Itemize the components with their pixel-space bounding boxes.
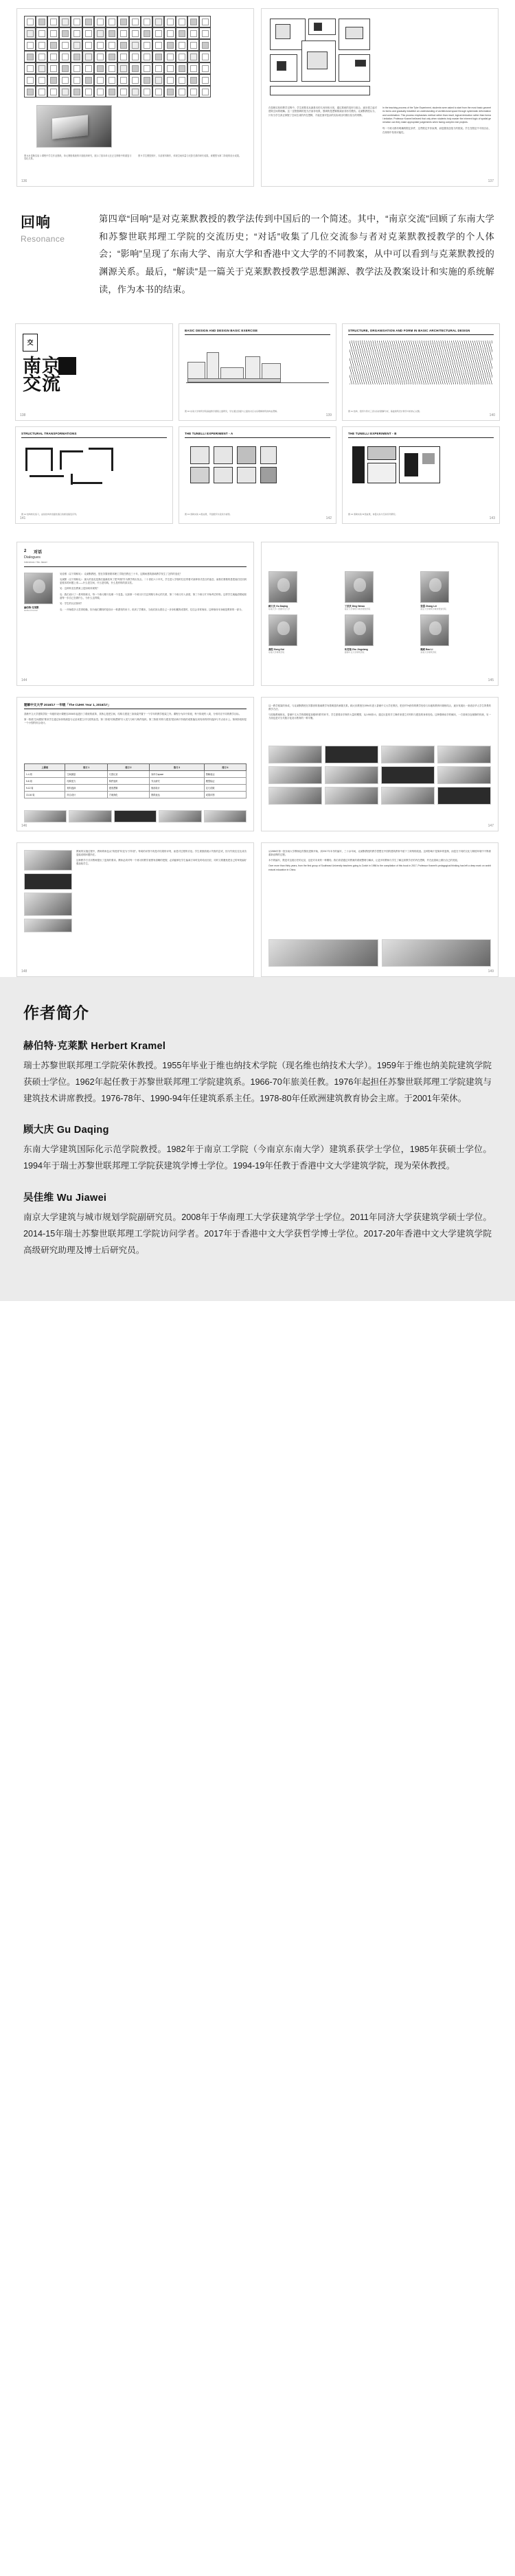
portrait-sub: 东南大学 / 香港中文大学 <box>268 607 290 610</box>
portrait-name: 丁沃沃 Ding Wowo <box>344 604 365 608</box>
paragraph-2: 本书的编写，既是对这段历史的记录，也是对未来的一种期待。我们希望通过对教案的系统整理与解读，让更多的教师与学生了解这套教学法的内在逻辑，并在此基础上做出自己的发展。 <box>268 859 460 862</box>
spread-heading: 题解中文大学 2016/17 一年级「The CUHK Year 1, 2016/17」 <box>24 702 111 706</box>
cell: 1-4 周 <box>25 770 65 777</box>
model-photo <box>381 787 435 805</box>
portrait-card <box>420 614 491 654</box>
paragraph-1: 从1986年第一批东南大学教师赴苏黎世进修开始，到2017年本书的编写，三十余年间，克莱默教授的教学思想在中国的建筑教育中留下了深刻的痕迹。这种影响不是简单的复制，而是在不同的文化与制度环境中不断被重新诠释的过程。 <box>268 849 491 856</box>
thumb-tunelli-b <box>342 426 500 524</box>
unit-grid-plan-drawing <box>24 16 247 98</box>
building-photo <box>382 939 492 967</box>
rule <box>348 437 494 438</box>
closing-left-text <box>76 850 247 967</box>
page-dialogues-left <box>16 542 254 686</box>
folio: 143 <box>489 516 495 520</box>
portrait-photo <box>420 571 449 603</box>
paragraph-2: 第一阶段“空间感知”要求学生通过身体的测量与记录来建立对尺度的直觉。第二阶段“结构逻辑”引入受力分析与构件组织。第三阶段“材料与建造”把前两个阶段的成果落实到具体的材料选择与节点设计上。第四阶段则是一个小型的综合设计。 <box>24 717 247 725</box>
model-photo <box>114 810 157 823</box>
chapter-intro-body: 第四章“回响”是对克莱默教授的教学法传到中国后的一个简述。其中，“南京交流”回顾了东南大学和苏黎世联邦理工学院的交流历史；“对话”收集了几位交流参与者对克莱默教授教学的个人体会；“影响”呈现了东南大学、南京大学和香港中文大学的不同教案，从中可以看到与克莱默教授的渊源关系。最后，“解读”是一篇关于克莱默教授教学思想渊源、教学法及教案设计和实施的系统解读，作为本书的结束。 <box>99 214 494 295</box>
cuhk-body-text <box>24 713 247 726</box>
model-photo-strip <box>24 810 247 823</box>
cell: 13-16 周 <box>25 791 65 798</box>
paragraph-1: 这一教学框架的形成，与克莱默教授在苏黎世的基础教学有着明显的承继关系。顾大庆教授在1994年进入香港中文大学任教后，把在ETH获得的教学经验与本地的教育环境相结合，逐步发展出一套适应华人学生背景的教学方法。 <box>268 704 491 711</box>
portrait-sub: 东南大学建筑学院 <box>420 650 437 654</box>
chapter-title-cn: 回响 <box>21 215 51 231</box>
portrait-card <box>345 614 415 654</box>
rule <box>185 334 330 335</box>
th: 练习 3 <box>150 763 205 770</box>
th: 上课周 <box>25 763 65 770</box>
model-photo <box>268 766 322 784</box>
caption-grid: 图 6-8 泰勒实验 1 课程中学生作业图纸，单元网格系统的平面组织研究，展示了基本单元在正交网格中的重复与变化关系。 <box>24 154 132 161</box>
section-title-en: Dialogues <box>24 555 41 560</box>
cuhk-right-text <box>268 704 491 721</box>
cell: 5-8 周 <box>25 777 65 784</box>
authors-section <box>0 977 515 1301</box>
student-model-photo <box>36 105 112 148</box>
plan-diagram <box>23 444 165 486</box>
thumb-structure-organisation <box>342 323 500 421</box>
rule <box>24 566 247 567</box>
axonometric-blocks-drawing <box>268 16 491 98</box>
left-page-captions <box>24 154 247 161</box>
model-photo <box>69 810 111 823</box>
portrait-card <box>268 614 339 654</box>
folio: 140 <box>489 413 495 417</box>
folio: 139 <box>325 413 332 417</box>
chapter-intro-resonance <box>0 187 515 319</box>
folio: 146 <box>21 823 27 828</box>
chapter-title-en: Resonance <box>21 234 65 244</box>
folio: 149 <box>488 969 494 974</box>
model-photo <box>268 787 322 805</box>
folio: 141 <box>20 516 26 520</box>
portrait-grid <box>268 571 491 654</box>
interview-a3: 克：一开始很多人觉得枯燥，因为他们期待的是设计一栋漂亮的房子。但到了学期末，当他们回头看自己一步步积累的成果时，往往会非常惊讶。这种惊讶本身就是教育的一部分。 <box>60 608 244 611</box>
authors-heading: 作者简介 <box>23 1003 89 1022</box>
cell: 细部设计 <box>150 784 205 791</box>
dialogues-spread <box>0 535 515 686</box>
portrait-photo <box>420 614 449 646</box>
page-closing-right <box>261 842 499 977</box>
portrait-name: 龚恺 Gong Kai <box>268 647 284 651</box>
rule <box>185 437 330 438</box>
table-row <box>25 770 247 777</box>
page-right-diagram <box>261 8 499 187</box>
portrait-name: 赫伯特·克莱默 <box>24 606 39 609</box>
closing-right-text <box>268 850 491 872</box>
interview-q1: 吴佳维（以下简称吴）：克莱默教授，您在苏黎世联邦理工学院任教近三十年，这期间建筑基础教学发生了怎样的变化？ <box>60 572 182 575</box>
cell: 成果评图 <box>204 791 246 798</box>
drawing-spread <box>0 0 515 187</box>
portrait-photo <box>345 571 374 603</box>
diagram-image <box>24 919 72 932</box>
interview-q2: 吴：这种转变在教案上是如何体现的？ <box>60 587 100 590</box>
model-photo <box>437 746 491 763</box>
folio-left: 136 <box>21 179 27 183</box>
section-subtitle: Interviews / Wu Jiawei <box>24 560 47 564</box>
author-name: 赫伯特·克莱默 Herbert Kramel <box>23 1040 166 1052</box>
closing-image-pair <box>268 939 491 967</box>
table-row <box>25 777 247 784</box>
building-photo <box>268 939 378 967</box>
table-header-row <box>25 763 247 770</box>
thumb-heading: BASIC DESIGN AND DESIGN BASIC EXERCISE <box>185 328 258 332</box>
elevation-drawing <box>186 343 329 383</box>
cover-title-line1: 南京 <box>23 355 61 376</box>
portrait-card <box>420 571 491 610</box>
cell: 节点研究 <box>150 777 205 784</box>
th: 练习 1 <box>65 763 107 770</box>
author-name: 顾大庆 Gu Daqing <box>23 1125 109 1136</box>
model-photo <box>159 810 201 823</box>
folio: 142 <box>325 516 332 520</box>
thumb-caption: 图 10 东南大学建筑学院基础教学课程立面研究，学生通过剖面与立面的对应关系理解建筑的构成逻辑。 <box>185 410 279 413</box>
folio: 145 <box>488 678 494 682</box>
model-photo <box>24 810 67 823</box>
thumb-heading: STRUCTURE, ORGANISATION AND FORM IN BASIC ARCHITECTURAL DESIGN <box>348 328 470 332</box>
model-photo <box>325 766 378 784</box>
plan-diagram <box>350 444 492 486</box>
model-photo <box>325 746 378 763</box>
page-closing-left <box>16 842 254 977</box>
body-text-en: In the teaching process of the Tyler Experiment, students were asked to start from the most basic geometric forms and gradually establish an understanding of architectural space through systematic deformation and combination. This process emphasises method rather than result, logical deduction rather than formal imitation. Professor Kramel believed that only when students truly master the inherent logic of spatial generation can they make appropriate judgements when facing complex real projects. <box>382 106 491 124</box>
body-text-cn2: 每一个练习都有明确的限定条件，这些限定并非束缚，而是激发创造力的框架。学生在限定中寻找自由，在规则中发现可能性。 <box>382 127 491 134</box>
cell: 尺度记录 <box>107 770 149 777</box>
rule <box>348 334 494 335</box>
thumb-tunelli-a <box>179 426 336 524</box>
paragraph-3: Over more than thirty years, from the first group of Southeast University teachers going to Zurich in 1986 to the compilation of this book in 2017, Professor Kramel's pedagogical thinking has left a deep mark on architectural education in China. <box>268 864 491 871</box>
left-image-column <box>24 850 72 932</box>
portrait-photo <box>24 573 53 604</box>
thumb-caption: 图 13 泰勒实验 A 组成果，平面组织与流线分析图。 <box>185 513 232 516</box>
page-thumbnail-gallery <box>0 319 515 524</box>
portrait-photo <box>268 614 297 646</box>
model-photo <box>325 787 378 805</box>
cell: 模型验证 <box>204 777 246 784</box>
model-photo <box>381 746 435 763</box>
cell: 图纸表达 <box>150 791 205 798</box>
author-name: 吴佳维 Wu Jiawei <box>23 1192 107 1204</box>
paragraph-1: 香港中文大学建筑学院一年级的设计课程自2006年起进行了系统的改革，其核心是把空间、结构与建造三条线索并置于一个学年的教学框架之内。课程分为四个阶段，每个阶段约八周，分别对应不同的教学目标。 <box>24 712 242 715</box>
rule <box>21 437 167 438</box>
thumb-structural-transformations <box>15 426 173 524</box>
model-photo <box>437 766 491 784</box>
portrait-card <box>268 571 339 610</box>
thumb-heading: THE TUNELLI EXPERIMENT - B <box>348 431 397 435</box>
author-entry <box>23 1038 492 1107</box>
interview-q3: 吴：学生的反应如何？ <box>60 602 83 606</box>
portrait-sub: 南京大学建筑与城市规划学院 <box>420 607 446 610</box>
thumb-caption: 图 11 结构、组织与形式三者关系的图解分析，基础建筑设计教学中的核心议题。 <box>348 410 422 413</box>
portrait-card <box>345 571 415 610</box>
table-row <box>25 784 247 791</box>
caption-model: 图 9 学生模型照片，木质材料制作，体现空间体量与光影关系的研究成果。该模型为第二阶段的设计成果。 <box>138 154 242 157</box>
model-photo <box>381 766 435 784</box>
plan-diagram <box>186 444 329 486</box>
right-page-text <box>268 106 491 135</box>
folio: 148 <box>21 969 27 974</box>
interview-text-column <box>60 573 247 676</box>
folio: 144 <box>21 678 27 682</box>
paragraph-2: 这种教学方式对教师提出了更高的要求。教师必须对每一个练习的教学意图有清晰的把握，必须能够在学生偏离方向时及时给出回应，同时又要避免把自己的审美偏好强加给学生。 <box>76 859 247 866</box>
page-cuhk-left <box>16 697 254 831</box>
portrait-sub: Herbert Kramel <box>24 608 38 612</box>
model-photo <box>268 746 322 763</box>
author-entry <box>23 1190 492 1259</box>
page-left-grid-plan <box>16 8 254 187</box>
portrait-sub: 东南大学建筑学院 <box>268 650 285 654</box>
page-dialogues-portraits <box>261 542 499 686</box>
cell: 材料选择 <box>65 784 107 791</box>
cell: 空间测量 <box>65 770 107 777</box>
cover-title-cn <box>23 357 61 393</box>
cell: 足尺试做 <box>204 784 246 791</box>
hatched-diagram <box>350 341 492 384</box>
folio: 138 <box>20 413 26 417</box>
folio: 147 <box>488 823 494 828</box>
cell: 身体与space <box>150 770 205 777</box>
model-photo-grid <box>268 746 491 805</box>
author-bio: 东南大学建筑国际化示范学院教授。1982年于南京工学院（今南京东南大学）建筑系获学士学位，1985年获硕士学位。1994年于瑞士苏黎世联邦理工学院获建筑学博士学位。1994-19年任教于香港中文大学建筑学院，现为荣休教授。 <box>23 1145 492 1171</box>
page-cuhk-right <box>261 697 499 831</box>
portrait-sub: 香港中文大学建筑学院 <box>344 650 365 654</box>
folio-right: 137 <box>488 179 494 183</box>
portrait-photo <box>345 614 374 646</box>
thumb-heading: STRUCTURAL TRANSFORMATIONS <box>21 431 77 435</box>
portrait-name: 张雷 Zhang Lei <box>420 604 437 608</box>
section-number: 2 <box>24 549 27 553</box>
th: 练习 4 <box>204 763 246 770</box>
th: 练习 2 <box>107 763 149 770</box>
portrait-photo <box>268 571 297 603</box>
portrait-sub: 南京大学建筑与城市规划学院 <box>344 607 371 610</box>
chapter-title <box>21 210 84 244</box>
model-photo <box>437 787 491 805</box>
cell: 9-12 周 <box>25 784 65 791</box>
course-schedule-table <box>24 763 247 798</box>
cell: 综合设计 <box>65 791 107 798</box>
interview-a1: 克莱默（以下简称克）：最大的变化是我们逐渐放弃了把“风格”作为教学的出发点。二十世纪六十年代，学生进入学校时往往带着对某种形式语言的迷恋，而我们要做的是把他们拉回到更根本的问题上来——什么是空间，什么是结构，什么是材料的真实性。 <box>60 577 247 585</box>
cell: 结构受力 <box>65 777 107 784</box>
paragraph-2: 与原版教案相比，香港中文大学的课程更加强调“做”的环节。学生需要亲手制作大量的模型，从1:50到1:1，通过反复的手工操作来建立对材料与建造的身体经验。这种强调动手的倾向，一方面来自包豪斯的传统，另一方面也是对当代数字化设计教育的一种平衡。 <box>268 713 491 720</box>
paragraph-1: 教案的实施过程中，教师的角色从“传授者”转变为“引导者”。每周的评图不再是对结果的评判，而是对过程的讨论。学生被鼓励展示失败的尝试，因为失败往往比成功更能说明问题所在。 <box>76 849 247 856</box>
cell: 构件组织 <box>107 777 149 784</box>
author-bio: 南京大学建筑与城市规划学院副研究员。2008年于华南理工大学获建筑学学士学位。2011年同济大学获建筑学硕士学位。2014-15年瑞士苏黎世联邦理工学院访问学者。2017年于香港中文大学获哲学博士学位。2017-20年香港中文大学建筑学院高级研究助理及博士后研究员。 <box>23 1212 492 1255</box>
closing-text-spread <box>0 842 515 977</box>
body-text-cn: 在泰勒实验的教学过程中，学生被要求从最基本的几何形体出发，通过系统的变形与组合，逐步建立起对建筑空间的理解。这一过程强调的是方法而非结果，强调的是逻辑推演而非形式模仿。克莱默教授认为，只有当学生真正掌握了空间生成的内在逻辑，才能在面对复杂的实际项目时做出恰当的判断。 <box>268 106 377 117</box>
cell: 图解表达 <box>204 770 246 777</box>
interview-a2: 克：我们设计了一系列的练习，每一个练习都只处理一个变量。比如第一个练习只关注网格与单元的关系，第二个练习引入高度，第三个练习才开始考虑材料。这样学生就能清楚地知道每一步自己在做什么，为什么这样做。 <box>60 593 247 599</box>
diagram-image <box>24 873 72 890</box>
section-title-cn: 对话 <box>34 550 43 555</box>
cuhk-year1-spread <box>0 697 515 831</box>
thumb-heading: THE TUNELLI EXPERIMENT - A <box>185 431 233 435</box>
model-photo <box>204 810 247 823</box>
diagram-image <box>24 850 72 871</box>
thumb-caption: 图 14 泰勒实验 B 组成果，体量关系与空间序列研究。 <box>348 513 398 516</box>
portrait-name: 朱竞翔 Zhu Jingxiang <box>344 647 368 651</box>
cover-seal-mark: 交 <box>23 334 38 352</box>
cell: 方案深化 <box>107 791 149 798</box>
cell: 建造逻辑 <box>107 784 149 791</box>
cover-title-line2: 交流 <box>23 373 61 395</box>
author-bio: 瑞士苏黎世联邦理工学院荣休教授。1955年毕业于维也纳技术学院（现名维也纳技术大学）。1959年于维也纳美院建筑学院获硕士学位。1962年起任教于苏黎世联邦理工学院建筑系。1966-70年旅美任教。1976年起担任苏黎世联邦理工学院建筑与建筑技术讲席教授。1976-78年、1990-94年任建筑系系主任。1978-80年任欧洲建筑教育协会主席。于2001年荣休。 <box>23 1060 492 1104</box>
portrait-name: 顾大庆 Gu Daqing <box>268 604 288 608</box>
author-entry <box>23 1122 492 1174</box>
diagram-image <box>24 893 72 916</box>
table-row <box>25 791 247 798</box>
thumb-cover-nanjing <box>15 323 173 421</box>
portrait-kramel <box>24 573 56 612</box>
thumb-elevation-study <box>179 323 336 421</box>
thumb-caption: 图 12 结构转化练习，由线性构件到面性围合的渐进演变序列。 <box>21 513 79 516</box>
portrait-name: 鲍莉 Bao Li <box>420 647 433 651</box>
